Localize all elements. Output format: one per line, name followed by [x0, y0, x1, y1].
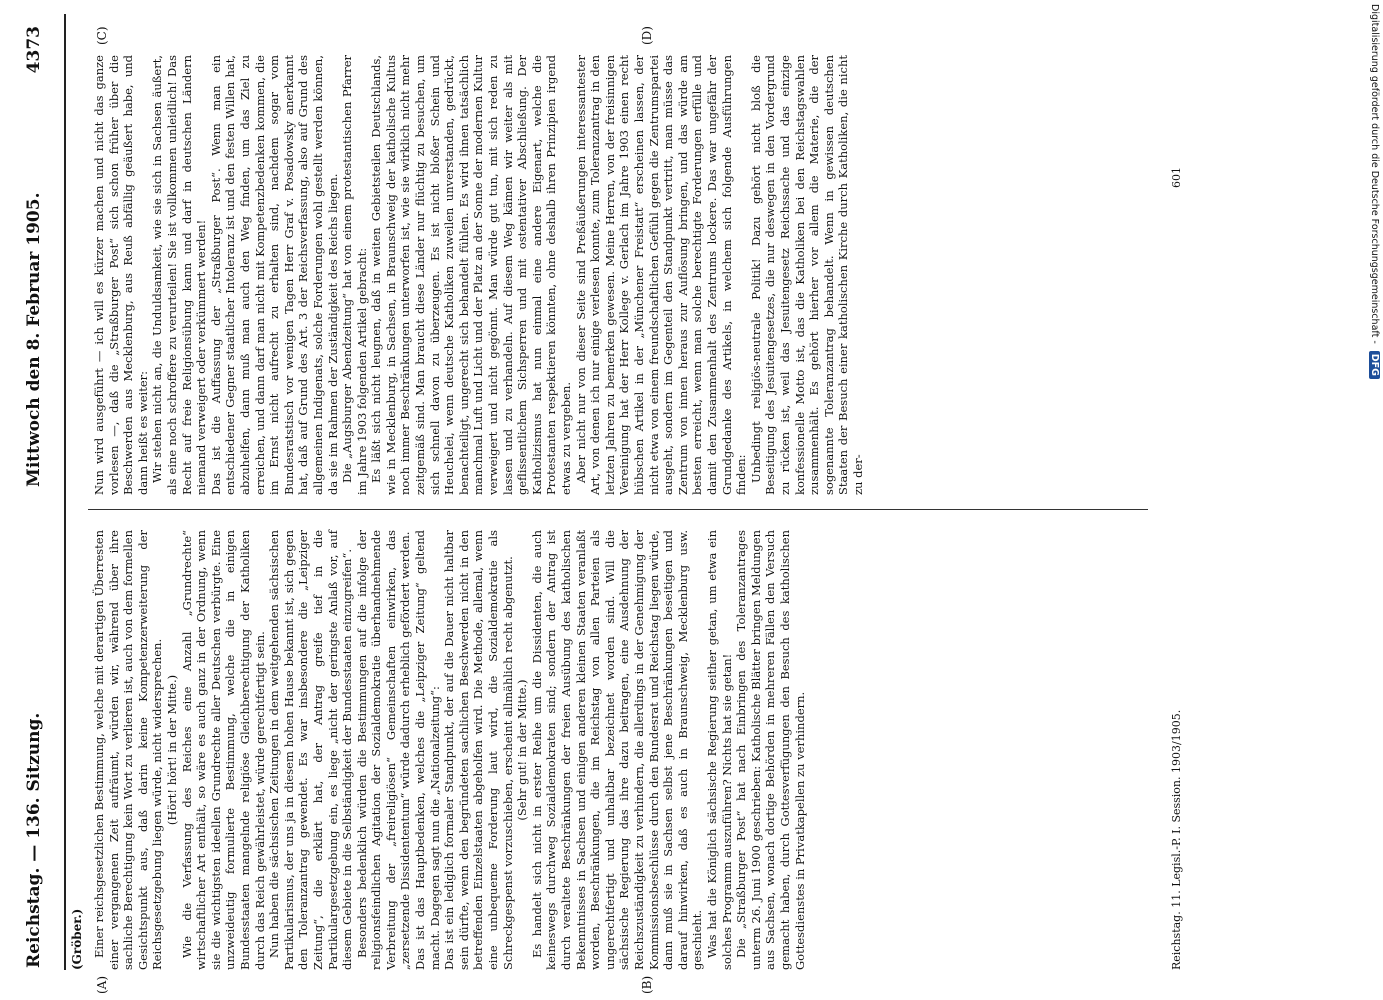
paragraph: Das ist die Auffassung der „Straßburger Post“. Wenn man ein entschiedener Gegner staatlicher Intoleranz ist und den festen Willen hat, abzuhelfen, dann muß man auch den Weg finden, um das Ziel zu erreichen, und dann darf man nicht mit Kompetenzbedenken kommen, die im Ernst nicht aufrecht zu erhalten sind, nachdem sogar vom Bundesratstisch vor wenigen Tagen Herr Graf v. Posadowsky anerkannt hat, daß auf Grund des Art. 3 der Reichsverfassung, also auf Grund des allgemeinen Indigenats, solche Forderungen wohl gestellt werden können, da sie im Rahmen der Zuständigkeit des Reichs liegen.: [208, 55, 340, 495]
page-footer: Reichstag. 11. Legisl.-P. I. Session. 1903/1905.: [1170, 709, 1183, 970]
paragraph: Aber nicht nur von dieser Seite sind Preßäußerungen interessantester Art, von denen ich nur einige verlesen konnte, zum Toleranzantrag in den letzten Jahren zu bemerken gewesen. Meine Herren, von der freisinnigen Vereinigung hat der Herr Kollege v. Gerlach im Jahre 1903 einen recht hübschen Artikel in der „Münchener Freistatt“ erscheinen lassen, der nicht etwa von einem freundschaftlichen Gefühl gegen die Zentrumspartei ausgeht, sondern im Gegenteil den Standpunkt vertritt, man müsse das Zentrum von innen heraus zur Auflösung bringen, und das würde am besten erreicht, wenn man solche berechtigte Forderungen erfülle und damit den Zusammenhalt des Zentrums lockere. Das war ungefähr der Grundgedanke des Artikels, in welchem sich folgende Ausführungen finden:: [573, 55, 749, 495]
margin-marker-a: (A): [95, 975, 109, 994]
paragraph: Es läßt sich nicht leugnen, daß in weiten Gebietsteilen Deutschlands, wie in Mecklenburg, in Sachsen, in Braunschweig der katholische Kultus noch immer Beschränkungen unterworfen ist, wie sie wirklich nicht mehr zeitgemäß sind. Man braucht diese Länder nur flüchtig zu besuchen, um sich schnell davon zu überzeugen. Es ist nicht bloßer Schein und Heuchelei, wenn deutsche Katholiken zuweilen unverstanden, gedrückt, benachteiligt, ungerecht sich behandelt fühlen. Es wird ihnen tatsächlich manchmal Luft und Licht und der Platz an der Sonne der modernen Kultur verweigert und nicht gegönnt. Man würde gut tun, mit sich reden zu lassen und zu verhandeln. Auf diesem Weg kämen wir weiter als mit geflissentlichem Sichsperren und mit ostentativer Abschließung. Der Katholizismus hat nun einmal eine andere Eigenart, welche die Protestanten respektieren könnten, ohne deshalb ihren Prinzipien irgend etwas zu vergeben.: [369, 55, 573, 495]
header-rule: [64, 14, 66, 970]
paragraph: Nun wird ausgeführt — ich will es kürzer machen und nicht das ganze vorlesen —, daß die „Straßburger Post“ sich schon früher über die Beschwerden aus Mecklenburg, aus Reuß abfällig geäußert habe, und dann heißt es weiter:: [92, 55, 150, 495]
column-divider: [88, 509, 1148, 510]
speaker-label: (Gröber.): [70, 908, 84, 970]
page-header: [22, 8, 52, 992]
paragraph: Besonders bedenklich würden die Bestimmungen auf die infolge der religionsfeindlichen Agitation der Sozialdemokratie überhandnehmende Verbreitung der „freireligiösen“ Gemeinschaften einwirken, das „zersetzende Dissidententum“ würde dadurch erheblich gefördert werden.: [354, 530, 413, 970]
dfg-logo: DFG: [1369, 351, 1380, 379]
paragraph: Nun haben die sächsischen Zeitungen in dem weitgehenden sächsischen Partikularismus, der uns ja in diesem hohen Hause bekannt ist, sich gegen den Toleranzantrag gewendet. Es war insbesondere die „Leipziger Zeitung“, die erklärt hat, der Antrag greife tief in die Partikulargesetzgebung ein, es liege „nicht der geringste Anlaß vor, auf diesem Gebiete in die Selbständigkeit der Bundesstaaten einzugreifen“.: [267, 530, 355, 970]
paragraph: Die „Augsburger Abendzeitung“ hat von einem protestantischen Pfarrer im Jahre 1903 folgenden Artikel gebracht:: [340, 55, 369, 495]
paragraph: Es handelt sich nicht in erster Reihe um die Dissidenten, die auch keineswegs durchweg Sozialdemokraten sind; sondern der Antrag ist durch veraltete Beschränkungen der freien Ausübung des katholischen Bekenntnisses in Sachsen und einigen anderen kleinen Staaten veranlaßt worden, Beschränkungen, die im Reichstag von allen Parteien als ungerechtfertigt und unhaltbar bezeichnet worden sind. Will die sächsische Regierung das ihre dazu beitragen, eine Ausdehnung der Reichszuständigkeit zu verhindern, die allerdings in der Genehmigung der Kommissionsbeschlüsse durch den Bundesrat und Reichstag liegen würde, dann muß sie in Sachsen selbst jene Beschränkungen beseitigen und darauf hinwirken, daß es auch in Braunschweig, Mecklenburg usw. geschieht.: [529, 530, 705, 970]
header-date: Mittwoch den 8. Februar 1905.: [24, 192, 44, 487]
interjection: (Hört! hört! in der Mitte.): [164, 674, 179, 826]
paragraph: Das ist das Hauptbedenken, welches die „Leipziger Zeitung“ geltend macht. Dagegen sagt nun die „Nationalzeitung“:: [413, 530, 442, 970]
margin-marker-b: (B): [640, 975, 654, 994]
right-column: [92, 55, 865, 495]
header-session: Reichstag. — 136. Sitzung.: [24, 712, 44, 968]
margin-marker-d: (D): [640, 26, 654, 45]
credit-text: Digitalisierung gefördert durch die Deutsche Forschungsgemeinschaft -: [1369, 4, 1380, 344]
interjection: (Sehr gut! in der Mitte.): [515, 679, 530, 821]
paragraph: Das ist ein lediglich formaler Standpunkt, der auf die Dauer nicht haltbar sein dürfte, wenn den begründeten sachlichen Beschwerden nicht in den betreffenden Einzelstaaten abgeholfen wird. Die Methode, allemal, wenn eine unbequeme Forderung laut wird, die Sozialdemokratie als Schreckgespenst vorzuschieben, erscheint allmählich recht abgenutzt.: [442, 530, 515, 970]
header-page-number: 4373: [24, 26, 44, 74]
page-signature: 601: [1170, 167, 1183, 188]
paragraph: Die „Straßburger Post“ hat nach Einbringen des Toleranzantrages unterm 26. Juni 1900 geschrieben: Katholische Blätter bringen Meldungen aus Sachsen, wonach dortige Behörden in mehreren Fällen den Versuch gemacht haben, durch Gottesverfügungen den Besuch des katholischen Gottesdienstes in Privatkapellen zu verhindern.: [734, 530, 807, 970]
paragraph: Was hat die Königlich sächsische Regierung seither getan, um etwa ein solches Programm auszuführen? Nichts hat sie getan!: [704, 530, 734, 970]
margin-marker-c: (C): [95, 26, 109, 45]
left-column: [92, 530, 807, 970]
paragraph: Einer reichsgesetzlichen Bestimmung, welche mit derartigen Überresten einer vergangenen Zeit aufräumt, würden wir, während über ihre sachliche Berechtigung kein Wort zu verlieren ist, auch von dem formellen Gesichtspunkt aus, daß darin keine Kompetenzerweiterung der Reichsgesetzgebung liegen würde, nicht widersprechen.: [92, 530, 165, 970]
paragraph: Wie die Verfassung des Reiches eine Anzahl „Grundrechte“ wirtschaftlicher Art enthält, so wäre es auch ganz in der Ordnung, wenn sie die wichtigsten ideellen Grundrechte aller Deutschen verbürgte. Eine unzweideutig formulierte Bestimmung, welche die in einigen Bundesstaaten mangelnde religiöse Gleichberechtigung der Katholiken durch das Reich gewährleistet, würde gerechtfertigt sein.: [179, 530, 267, 970]
paragraph: Wir stehen nicht an, die Unduldsamkeit, wie sie sich in Sachsen äußert, als eine noch schroffere zu verurteilen! Sie ist vollkommen unleidlich! Das Recht auf freie Religionsübung kann und darf in deutschen Ländern niemand verweigert oder verkümmert werden!: [150, 55, 209, 495]
digitization-credit: [1366, 4, 1380, 964]
paragraph: Unbedingt religiös-neutrale Politik! Dazu gehört nicht bloß die Beseitigung des Jesuitengesetzes, die nur deswegen in den Vordergrund zu rücken ist, weil das Jesuitengesetz Reichssache und das einzige konfessionelle Motto ist, das die Katholiken bei den Reichstagswahlen zusammenhält. Es gehört hierher vor allem die Materie, die der sogenannte Toleranzantrag behandelt. Wenn in gewissen deutschen Staaten der Besuch einer katholischen Kirche durch Katholiken, die nicht zu der-: [748, 55, 865, 495]
